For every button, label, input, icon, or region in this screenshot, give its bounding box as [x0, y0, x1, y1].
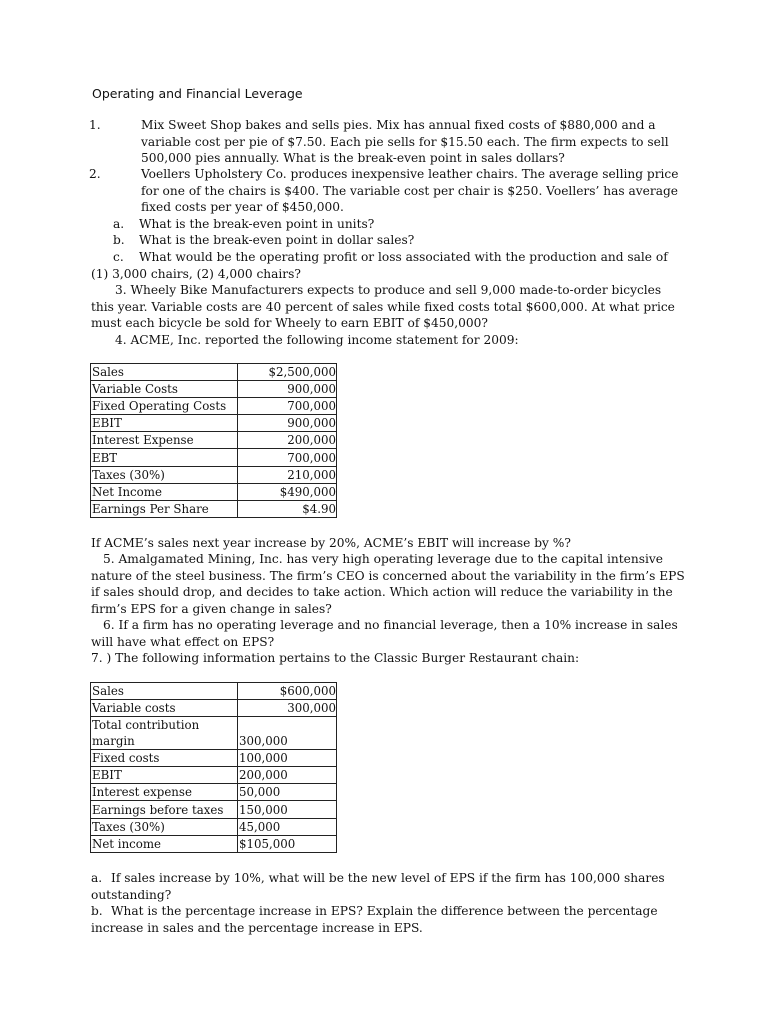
table-row [91, 364, 337, 381]
table-cell-value: 200,000 [238, 432, 337, 449]
table-row [91, 483, 337, 500]
table-cell-value: 200,000 [238, 767, 337, 784]
question-7a: a. If sales increase by 10%, what will be the new level of EPS if the firm has 100,000 shares outstanding? [91, 871, 665, 902]
table-cell-label: Fixed Operating Costs [91, 398, 238, 415]
table-cell-label: Total contribution margin [91, 717, 238, 750]
table-cell-value: $600,000 [238, 683, 337, 700]
question-2b: b. What is the break-even point in dollar sales? [113, 233, 415, 247]
table-cell-label: Net income [91, 835, 238, 852]
question-7b-text: What is the percentage increase in EPS? Explain the difference between the percentage increase in sales and the percentage increase in EPS. [91, 904, 658, 935]
question-7b: b. What is the percentage increase in EPS? Explain the difference between the percentage increase in sales and the percentage increase in EPS. [91, 904, 658, 935]
question-7: 7. ) The following information pertains to the Classic Burger Restaurant chain: [91, 651, 580, 665]
question-2c: c. What would be the operating profit or loss associated with the production and sale of (1) 3,000 chairs, (2) 4,000 chairs? [91, 250, 668, 281]
table-row [91, 432, 337, 449]
table-row [91, 835, 337, 852]
table-row [91, 717, 337, 750]
table-cell-value: 700,000 [238, 398, 337, 415]
table-cell-value: 150,000 [238, 801, 337, 818]
question-1: 1. Mix Sweet Shop bakes and sells pies. Mix has annual fixed costs of $880,000 and a variable cost per pie of $7.50. Each pie sells for $15.50 each. The firm expects to sell 500,000 pies annually. What is the break-even point in sales dollars? [89, 118, 669, 166]
table-row [91, 818, 337, 835]
question-2c-text: What would be the operating profit or loss associated with the production and sale of (1) 3,000 chairs, (2) 4,000 chairs? [91, 250, 668, 281]
table-cell-label: Interest Expense [91, 432, 238, 449]
table-row [91, 750, 337, 767]
question-5: 5. Amalgamated Mining, Inc. has very high operating leverage due to the capital intensive nature of the steel business. The firm’s CEO is concerned about the variability in the firm’s EPS if sales should drop, and decides to take action. Which action will reduce the variability in the firm’s EPS for a given change in sales? [91, 552, 685, 616]
table-cell-label: EBIT [91, 767, 238, 784]
table-cell-label: Sales [91, 683, 238, 700]
question-4: 4. ACME, Inc. reported the following income statement for 2009: [115, 333, 519, 347]
table-cell-label: Sales [91, 364, 238, 381]
table-cell-value: 45,000 [238, 818, 337, 835]
table-cell-value: $2,500,000 [238, 364, 337, 381]
question-2: 2. Voellers Upholstery Co. produces inexpensive leather chairs. The average selling price for one of the chairs is $400. The variable cost per chair is $250. Voellers’ has average fixed costs per year of $450,000. [89, 167, 679, 215]
table-cell-value: 700,000 [238, 449, 337, 466]
question-2b-text: What is the break-even point in dollar sales? [139, 233, 415, 247]
page-title: Operating and Financial Leverage [92, 86, 303, 101]
table-cell-value: 300,000 [238, 717, 337, 750]
table-cell-value: 50,000 [238, 784, 337, 801]
table-cell-label: Net Income [91, 483, 238, 500]
question-2a-text: What is the break-even point in units? [139, 217, 375, 231]
table-cell-value: 900,000 [238, 381, 337, 398]
table-cell-value: 210,000 [238, 466, 337, 483]
table-cell-value: 100,000 [238, 750, 337, 767]
table-cell-value: 900,000 [238, 415, 337, 432]
table-row [91, 398, 337, 415]
table-cell-label: Variable costs [91, 700, 238, 717]
question-4-followup: If ACME’s sales next year increase by 20%, ACME’s EBIT will increase by %? [91, 536, 571, 550]
table-row [91, 449, 337, 466]
question-2a: a. What is the break-even point in units? [113, 217, 375, 231]
table-cell-label: Interest expense [91, 784, 238, 801]
table-cell-label: EBT [91, 449, 238, 466]
table-cell-label: Earnings Per Share [91, 500, 238, 517]
classic-burger-table [90, 682, 337, 853]
table-cell-value: $490,000 [238, 483, 337, 500]
table-row [91, 801, 337, 818]
table-cell-label: Variable Costs [91, 381, 238, 398]
table-row [91, 784, 337, 801]
table-cell-value: 300,000 [238, 700, 337, 717]
question-7a-text: If sales increase by 10%, what will be the new level of EPS if the firm has 100,000 shares outstanding? [91, 871, 665, 902]
table-cell-label: EBIT [91, 415, 238, 432]
table-cell-value: $105,000 [238, 835, 337, 852]
question-1-text: Mix Sweet Shop bakes and sells pies. Mix has annual fixed costs of $880,000 and a variable cost per pie of $7.50. Each pie sells for $15.50 each. The firm expects to sell 500,000 pies annually. What is the break-even point in sales dollars? [141, 118, 669, 166]
table-row [91, 767, 337, 784]
question-2-text: Voellers Upholstery Co. produces inexpensive leather chairs. The average selling price for one of the chairs is $400. The variable cost per chair is $250. Voellers’ has average fixed costs per year of $450,000. [141, 167, 679, 215]
table-row [91, 683, 337, 700]
table-row [91, 381, 337, 398]
table-cell-label: Earnings before taxes [91, 801, 238, 818]
table-row [91, 700, 337, 717]
question-6: 6. If a firm has no operating leverage and no financial leverage, then a 10% increase in sales will have what effect on EPS? [91, 618, 678, 649]
table-cell-value: $4.90 [238, 500, 337, 517]
acme-income-statement-table [90, 363, 337, 518]
table-row [91, 415, 337, 432]
table-cell-label: Taxes (30%) [91, 466, 238, 483]
table-row [91, 466, 337, 483]
table-row [91, 500, 337, 517]
table-cell-label: Fixed costs [91, 750, 238, 767]
question-3: 3. Wheely Bike Manufacturers expects to produce and sell 9,000 made-to-order bicycles this year. Variable costs are 40 percent of sales while fixed costs total $600,000. At what price must each bicycle be sold for Wheely to earn EBIT of $450,000? [91, 283, 675, 331]
table-cell-label: Taxes (30%) [91, 818, 238, 835]
